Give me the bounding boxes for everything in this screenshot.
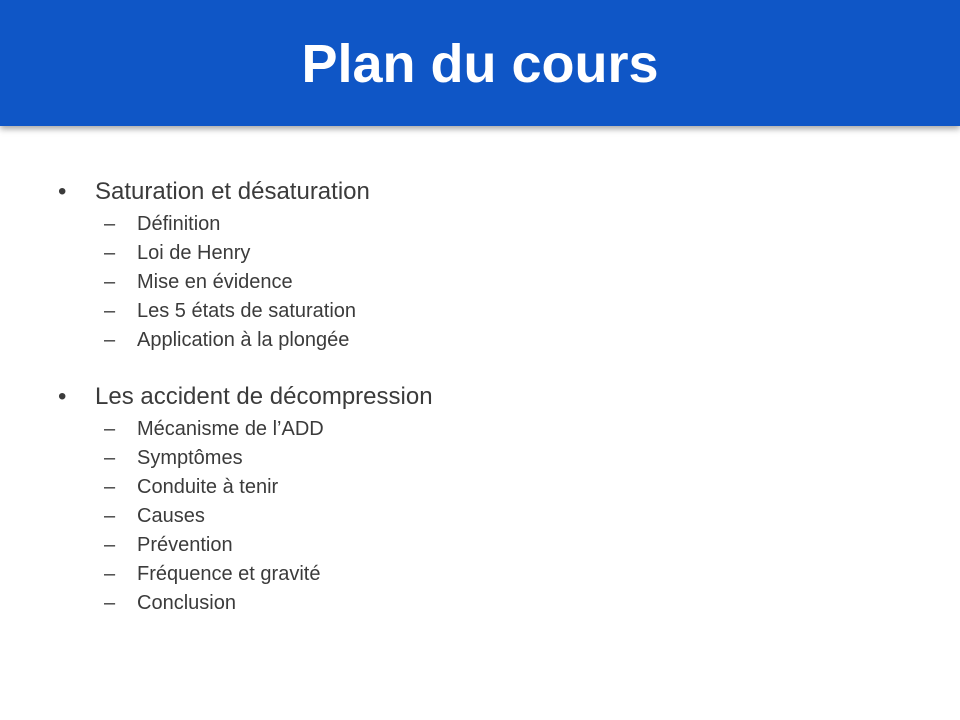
dash-icon: – xyxy=(104,329,116,351)
list-item xyxy=(58,239,918,268)
list-item-label: Les 5 états de saturation xyxy=(137,300,357,322)
dash-icon: – xyxy=(104,476,116,498)
section-saturation xyxy=(58,174,918,355)
dash-icon: – xyxy=(104,592,116,614)
list-item xyxy=(58,415,918,444)
sub-list xyxy=(58,210,918,355)
dash-icon: – xyxy=(104,300,116,322)
list-item xyxy=(58,210,918,239)
slide-title: Plan du cours xyxy=(301,34,659,94)
list-item xyxy=(58,589,918,618)
dash-icon: – xyxy=(104,213,116,235)
bullet-icon: • xyxy=(58,383,67,410)
list-item-label: Conclusion xyxy=(137,592,236,614)
list-item-label: Définition xyxy=(137,213,221,235)
list-item-label: Application à la plongée xyxy=(137,329,350,351)
list-item xyxy=(58,531,918,560)
list-item xyxy=(58,502,918,531)
list-item-label: Fréquence et gravité xyxy=(137,563,321,585)
list-item xyxy=(58,473,918,502)
list-item-label: Prévention xyxy=(137,534,233,556)
dash-icon: – xyxy=(104,534,116,556)
list-item xyxy=(58,268,918,297)
sub-list xyxy=(58,415,918,618)
title-bar xyxy=(0,0,960,126)
dash-icon: – xyxy=(104,242,116,264)
list-item-label: Mécanisme de l’ADD xyxy=(137,418,324,440)
section-row xyxy=(58,379,918,415)
dash-icon: – xyxy=(104,418,116,440)
bullet-icon: • xyxy=(58,178,67,205)
dash-icon: – xyxy=(104,505,116,527)
section-row xyxy=(58,174,918,210)
section-title: Saturation et désaturation xyxy=(95,178,370,205)
dash-icon: – xyxy=(104,563,116,585)
list-item xyxy=(58,326,918,355)
list-item xyxy=(58,297,918,326)
list-item-label: Loi de Henry xyxy=(137,242,251,264)
section-decompression-accidents xyxy=(58,379,918,618)
list-item-label: Conduite à tenir xyxy=(137,476,279,498)
list-item-label: Symptômes xyxy=(137,447,243,469)
list-item xyxy=(58,444,918,473)
list-item-label: Mise en évidence xyxy=(137,271,293,293)
dash-icon: – xyxy=(104,271,116,293)
section-title: Les accident de décompression xyxy=(95,383,433,410)
list-item xyxy=(58,560,918,589)
dash-icon: – xyxy=(104,447,116,469)
list-item-label: Causes xyxy=(137,505,205,527)
slide-content xyxy=(58,174,918,642)
